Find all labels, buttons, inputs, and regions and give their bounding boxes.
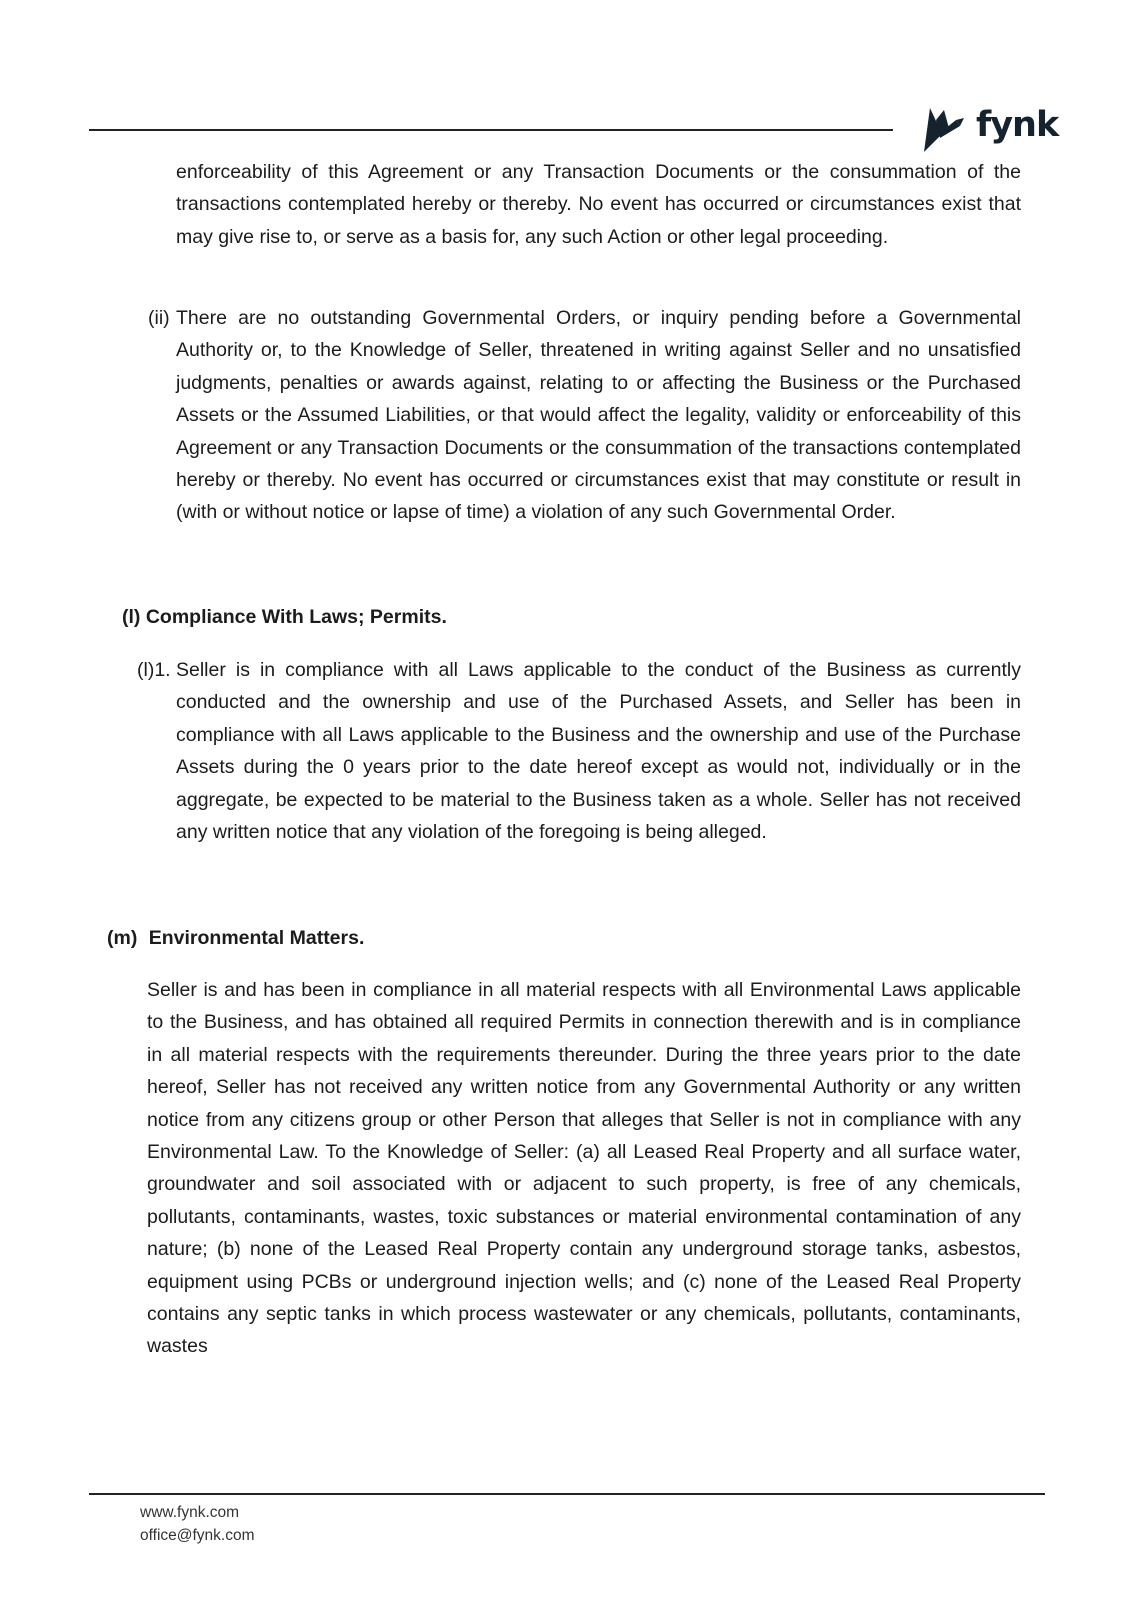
section-m-title: Environmental Matters. xyxy=(148,927,365,949)
section-m-marker: (m) xyxy=(107,927,138,949)
footer-divider xyxy=(89,1493,1045,1495)
section-l-item-text: Seller is in compliance with all Laws applicable to the conduct of the Business as currently conducted and the ownership and use of the Purchased Assets, and Seller has been in compliance with all Laws applicable to the Business and the ownership and use of the Purchase Assets during the 0 years prior to the date hereof except as would not, individually or in the aggregate, be expected to be material to the Business taken as a whole. Seller has not received any written notice that any violation of the foregoing is being alleged. xyxy=(176,659,1021,844)
section-m-heading xyxy=(107,922,364,954)
fynk-logo xyxy=(920,104,1059,160)
section-l-heading: (l) Compliance With Laws; Permits. xyxy=(122,606,447,628)
item-ii-text: There are no outstanding Governmental Orders, or inquiry pending before a Governmental Authority or, to the Knowledge of Seller, threatened in writing against Seller and no unsatisfied judgments, penalties or awards against, relating to or affecting the Business or the Purchased Assets or the Assumed Liabilities, or that would affect the legality, validity or enforceability of this Agreement or any Transaction Documents or the consummation of the transactions contemplated hereby or thereby. No event has occurred or circumstances exist that may constitute or result in (with or without notice or lapse of time) a violation of any such Governmental Order. xyxy=(176,307,1021,524)
footer-website: www.fynk.com xyxy=(140,1504,240,1521)
footer-email: office@fynk.com xyxy=(140,1527,255,1544)
logo-wordmark: fynk xyxy=(976,105,1059,145)
header-divider xyxy=(89,129,893,131)
item-ii-marker: (ii) xyxy=(148,307,170,329)
section-m-text: Seller is and has been in compliance in all material respects with all Environmental Laws applicable to the Business, and has obtained all required Permits in connection therewith and is in compliance in all material respects with the requirements thereunder. During the three years prior to the date hereof, Seller has not received any written notice from any Governmental Authority or any written notice from any citizens group or other Person that alleges that Seller is not in compliance with any Environmental Law. To the Knowledge of Seller: (a) all Leased Real Property and all surface water, groundwater and soil associated with or adjacent to such property, is free of any chemicals, pollutants, contaminants, wastes, toxic substances or material environmental contamination of any nature; (b) none of the Leased Real Property contain any underground storage tanks, asbestos, equipment using PCBs or underground injection wells; and (c) none of the Leased Real Property contains any septic tanks in which process wastewater or any chemicals, pollutants, contaminants, wastes xyxy=(147,979,1021,1358)
section-l-item-marker: (l)1. xyxy=(137,659,171,681)
continuation-paragraph: enforceability of this Agreement or any Transaction Documents or the consummation of the transactions contemplated hereby or thereby. No event has occurred or circumstances exist that may give rise to, or serve as a basis for, any such Action or other legal proceeding. xyxy=(176,161,1021,248)
bird-icon xyxy=(920,104,976,160)
